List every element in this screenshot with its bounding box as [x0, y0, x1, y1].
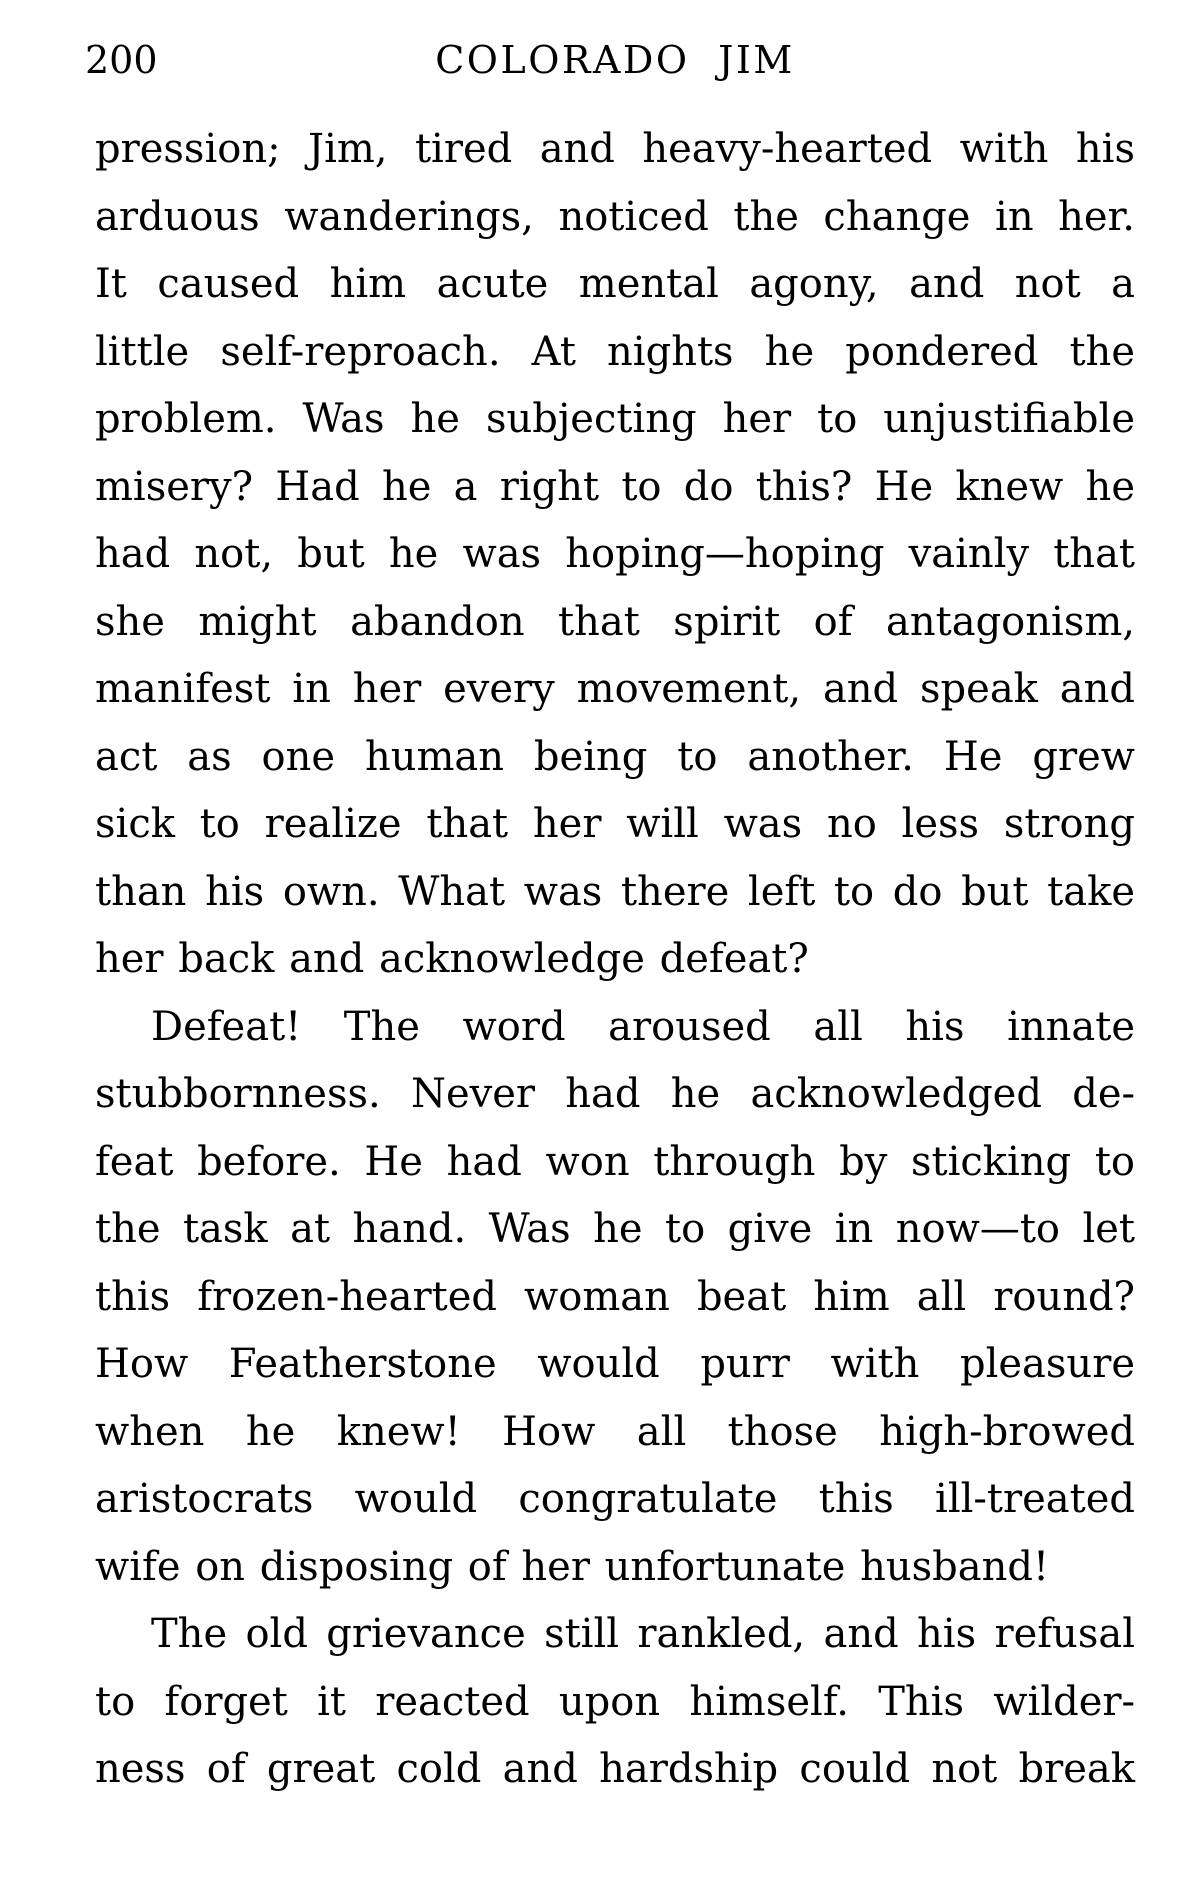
text-line: wife on disposing of her unfortunate husband! [95, 1543, 1050, 1590]
running-title: COLORADO JIM [435, 38, 795, 82]
text-line: misery? Had he a right to do this? He knew he [95, 463, 1135, 510]
page-body [95, 116, 1135, 1804]
text-line: pression; Jim, tired and heavy-hearted with his [95, 126, 1135, 172]
text-line: The old grievance still rankled, and his refusal [151, 1611, 1135, 1657]
text-line: feat before. He had won through by sticking to [95, 1138, 1135, 1185]
text-line: the task at hand. Was he to give in now—to let [95, 1206, 1135, 1252]
text-line: stubbornness. Never had he acknowledged de- [95, 1071, 1135, 1117]
text-line: sick to realize that her will was no less strong [95, 801, 1135, 847]
text-line: this frozen-hearted woman beat him all round? [95, 1273, 1135, 1320]
text-line: than his own. What was there left to do but take [95, 868, 1135, 915]
text-line: arduous wanderings, noticed the change in her. [95, 193, 1135, 240]
text-line: when he knew! How all those high-browed [95, 1408, 1135, 1455]
text-line: problem. Was he subjecting her to unjustifiable [95, 396, 1135, 442]
text-line: ness of great cold and hardship could not break [95, 1746, 1135, 1792]
text-line: aristocrats would congratulate this ill-treated [95, 1476, 1135, 1522]
text-line: had not, but he was hoping—hoping vainly that [95, 531, 1135, 577]
text-line: to forget it reacted upon himself. This wilder- [95, 1678, 1135, 1725]
text-line: her back and acknowledge defeat? [95, 936, 809, 982]
text-line: act as one human being to another. He grew [95, 733, 1135, 780]
text-line: she might abandon that spirit of antagonism, [95, 598, 1135, 645]
text-line: manifest in her every movement, and speak and [95, 666, 1135, 712]
text-line: little self-reproach. At nights he pondered the [95, 328, 1135, 375]
page-number: 200 [85, 38, 158, 82]
text-line: It caused him acute mental agony, and not a [95, 261, 1135, 307]
text-line: Defeat! The word aroused all his innate [151, 1003, 1135, 1050]
text-line: How Featherstone would purr with pleasure [95, 1341, 1135, 1387]
page-header [0, 40, 1192, 84]
